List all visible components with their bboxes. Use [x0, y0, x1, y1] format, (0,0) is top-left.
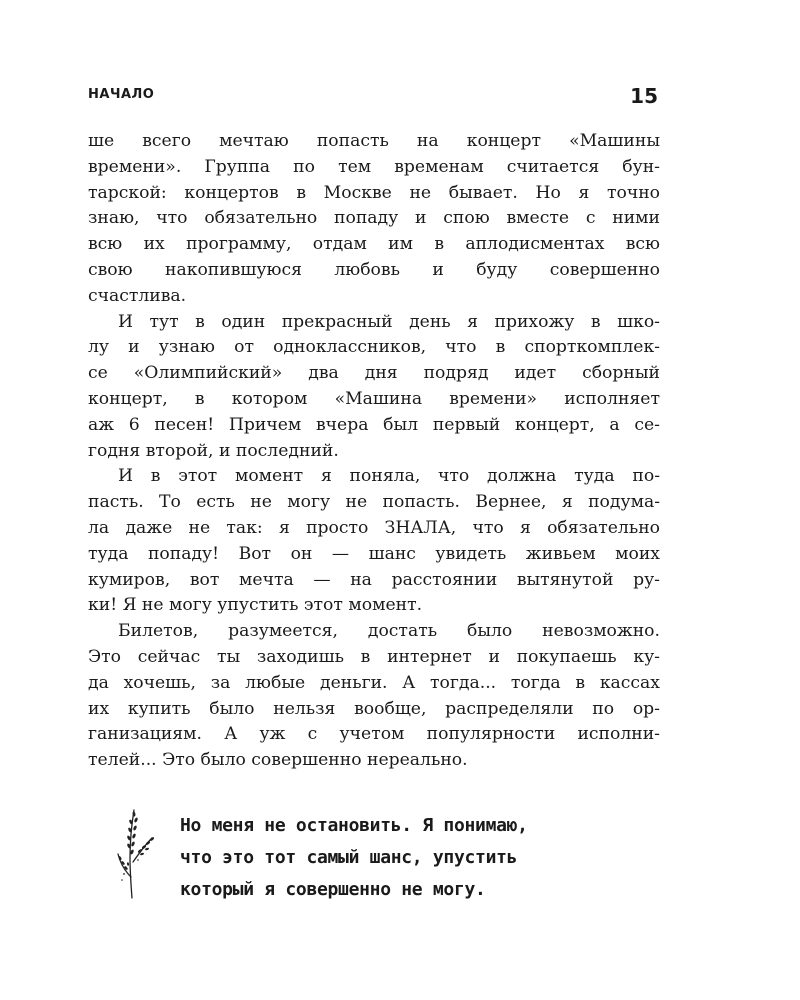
text-line: Это сейчас ты заходишь в интернет и покупаешь ку-: [88, 646, 660, 667]
text-line: ше всего мечтаю попасть на концерт «Машины: [88, 131, 660, 151]
text-line: счастлива.: [88, 285, 187, 306]
text-line: годня второй, и последний.: [88, 440, 339, 461]
text-line: ки! Я не могу упустить этот момент.: [88, 595, 423, 616]
running-head: НАЧАЛО: [88, 87, 155, 102]
text-line: ганизациям. А уж с учетом популярности исполни-: [88, 724, 660, 745]
text-line: се «Олимпийский» два дня подряд идет сборный: [88, 363, 660, 384]
pull-quote: [112, 802, 572, 912]
text-line: И тут в один прекрасный день я прихожу в шко-: [118, 311, 660, 332]
text-line: Билетов, разумеется, достать было невозможно.: [118, 621, 660, 642]
text-line: времени». Группа по тем временам считается бун-: [88, 156, 660, 177]
text-line: их купить было нельзя вообще, распределяли по ор-: [88, 698, 660, 719]
quote-line: Но меня не остановить. Я понимаю,: [180, 815, 528, 836]
text-line: да хочешь, за любые деньги. А тогда... тогда в кассах: [88, 672, 660, 693]
text-line: тарской: концертов в Москве не бывает. Но я точно: [88, 182, 660, 203]
text-line: всю их программу, отдам им в аплодисментах всю: [88, 234, 660, 255]
quote-line: который я совершенно не могу.: [180, 879, 486, 900]
text-line: знаю, что обязательно попаду и спою вместе с ними: [88, 208, 660, 229]
text-line: свою накопившуюся любовь и буду совершенно: [88, 259, 660, 280]
pull-quote-text: [180, 810, 528, 906]
text-line: концерт, в котором «Машина времени» исполняет: [88, 388, 660, 409]
text-line: И в этот момент я поняла, что должна туда по-: [118, 466, 660, 487]
wheat-sprig-icon: [112, 802, 168, 902]
text-line: пасть. То есть не могу не попасть. Вернее, я подума-: [88, 492, 660, 513]
text-line: кумиров, вот мечта — на расстоянии вытянутой ру-: [88, 569, 660, 590]
quote-line: что это тот самый шанс, упустить: [180, 847, 518, 868]
page-number: 15: [630, 84, 658, 108]
text-line: ла даже не так: я просто ЗНАЛА, что я обязательно: [88, 517, 660, 538]
text-line: лу и узнаю от одноклассников, что в спорткомплек-: [88, 337, 660, 358]
body-text: [88, 129, 660, 774]
text-line: телей... Это было совершенно нереально.: [88, 750, 468, 771]
text-line: туда попаду! Вот он — шанс увидеть живьем моих: [88, 543, 660, 564]
text-line: аж 6 песен! Причем вчера был первый концерт, а се-: [88, 414, 660, 435]
